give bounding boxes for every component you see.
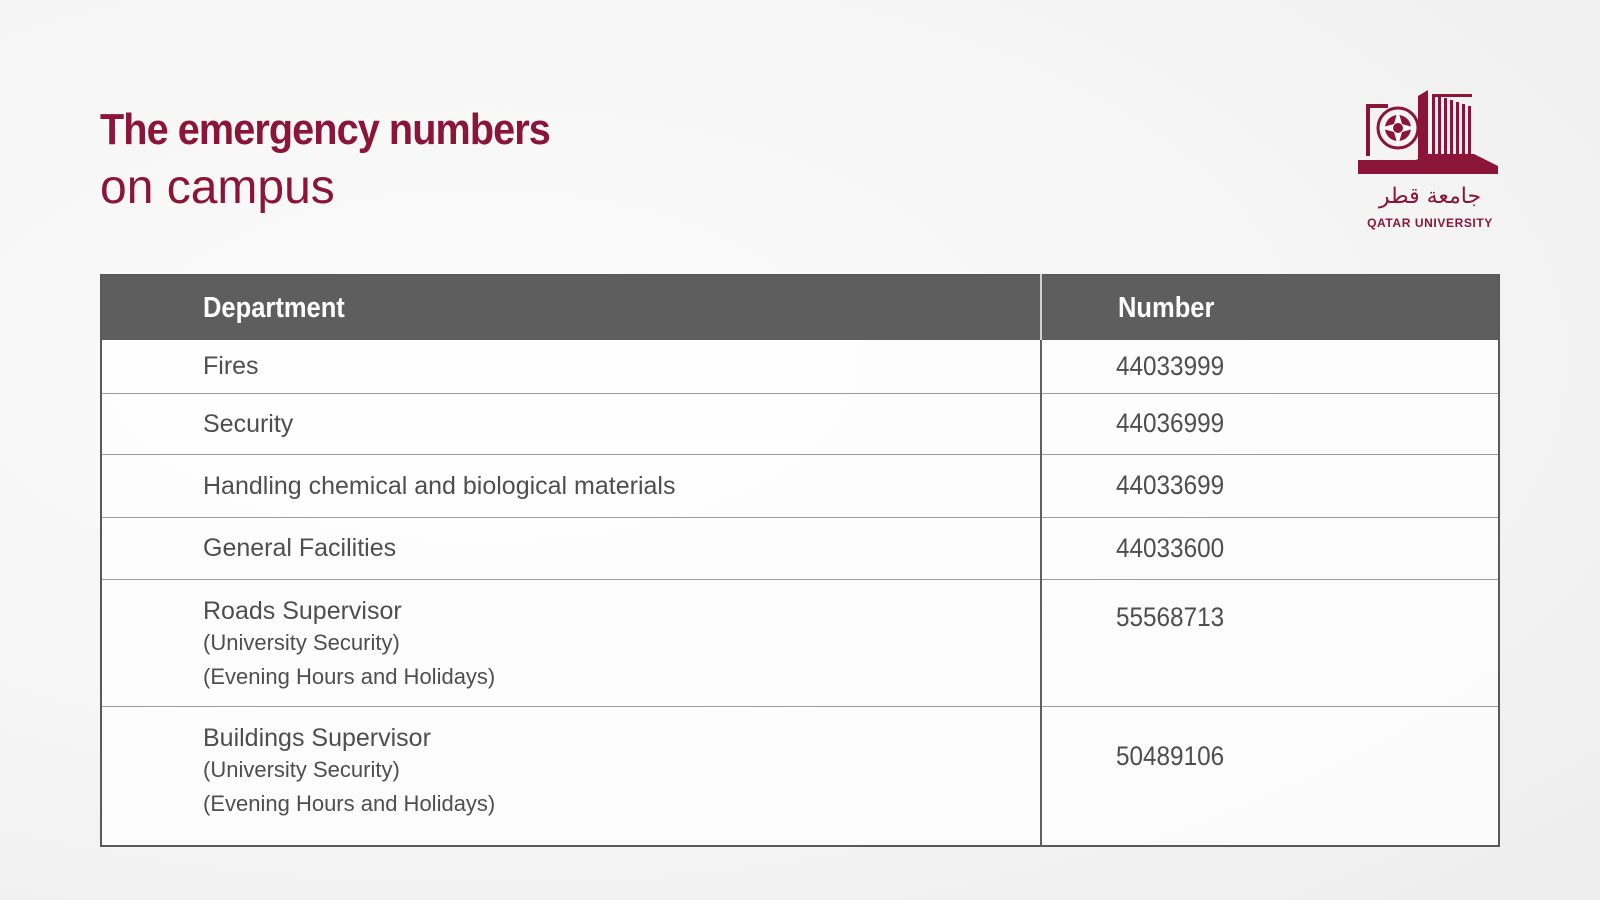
table-row xyxy=(101,517,1499,579)
phone-number-cell: 55568713 xyxy=(1041,579,1499,706)
phone-number-cell: 44036999 xyxy=(1041,393,1499,454)
emergency-numbers-table xyxy=(100,274,1500,847)
phone-number-cell: 44033600 xyxy=(1041,517,1499,579)
table-row xyxy=(101,706,1499,846)
qatar-university-building-icon xyxy=(1358,82,1502,182)
qatar-university-logo xyxy=(1358,82,1502,234)
column-header-department: Department xyxy=(101,275,1041,340)
department-cell: Fires xyxy=(101,340,1041,393)
table-header-row xyxy=(101,275,1499,340)
department-cell: Security xyxy=(101,393,1041,454)
phone-number-cell: 50489106 xyxy=(1116,740,1225,771)
department-cell: Roads Supervisor (University Security) (Evening Hours and Holidays) xyxy=(101,579,1041,706)
table-row xyxy=(101,393,1499,454)
page-title xyxy=(100,105,600,214)
table-row xyxy=(101,340,1499,393)
logo-english-text: QATAR UNIVERSITY xyxy=(1367,216,1493,230)
phone-number-cell: 44033699 xyxy=(1041,454,1499,517)
logo-arabic-text: جامعة قطر xyxy=(1378,184,1482,209)
phone-number-cell: 44033999 xyxy=(1041,340,1499,393)
department-cell: General Facilities xyxy=(101,517,1041,579)
table-row xyxy=(101,454,1499,517)
table-row xyxy=(101,579,1499,706)
column-header-number: Number xyxy=(1041,275,1499,340)
page-title-line-1: The emergency numbers xyxy=(100,105,550,154)
department-cell: Buildings Supervisor (University Security) (Evening Hours and Holidays) xyxy=(101,706,1041,846)
department-cell: Handling chemical and biological materials xyxy=(101,454,1041,517)
page-title-line-2: on campus xyxy=(100,161,335,214)
